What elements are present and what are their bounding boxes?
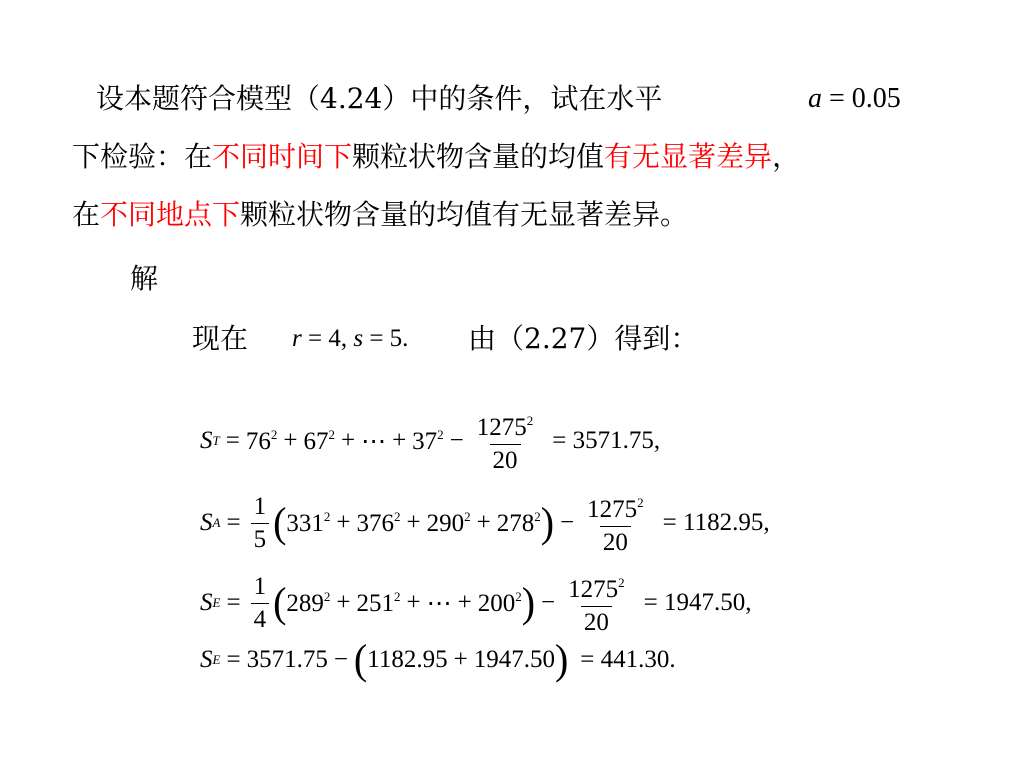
sa-coefficient: $\frac{1}{5}$	[251, 493, 270, 554]
sa-term-a: $331^2$	[286, 508, 331, 537]
alpha-value: = 0.05	[822, 83, 901, 114]
st-term-b: $67^2$	[303, 426, 335, 455]
se2-term-a: 3571.75	[246, 646, 328, 673]
se2-term-c: 1947.50	[473, 646, 555, 673]
st-term-c: $37^2$	[412, 426, 444, 455]
alpha-formula	[808, 82, 901, 116]
problem-line-2-c: ，	[772, 140, 801, 173]
se1-coefficient: $\frac{1}{4}$	[251, 573, 270, 634]
sa-result: = 1182.95,	[662, 509, 770, 536]
sa-term-b: $376^2$	[356, 508, 401, 537]
highlight-time: 不同时间下	[212, 140, 353, 173]
sa-fraction: $\frac{1275^2}{20}$	[587, 495, 644, 556]
sa-equals: =	[226, 509, 241, 536]
from-text: 由（2.27）得到：	[468, 322, 699, 355]
se2-symbol: S	[200, 646, 213, 673]
se1-equals: =	[226, 589, 241, 616]
rs-formula	[292, 322, 408, 356]
st-result: = 3571.75,	[552, 427, 661, 454]
se1-fraction: $\frac{1275^2}{20}$	[568, 575, 625, 636]
problem-line-1	[96, 82, 662, 116]
st-symbol: S	[200, 427, 213, 454]
problem-line-3-a: 在	[72, 198, 101, 231]
se1-term-b: $251^2$	[356, 588, 401, 617]
st-subscript: T	[212, 433, 220, 448]
s-value: = 5.	[363, 325, 409, 352]
problem-line-1-text: 设本题符合模型（4.24）中的条件，试在水平	[96, 82, 663, 115]
se1-term-a: $289^2$	[286, 588, 331, 617]
problem-line-2-a: 下检验：在	[72, 140, 213, 173]
r-value: = 4,	[301, 325, 354, 352]
alpha-variable: a	[808, 83, 822, 114]
se1-term-c: $200^2$	[477, 588, 522, 617]
now-text: 现在	[192, 322, 249, 355]
sa-subscript: A	[212, 515, 221, 530]
st-fraction: $\frac{1275^2}{20}$	[476, 413, 534, 474]
problem-line-3	[72, 198, 688, 232]
se2-result: = 441.30.	[580, 646, 676, 673]
highlight-difference: 有无显著差异	[604, 140, 773, 173]
se1-symbol: S	[200, 589, 213, 616]
st-dots: ⋯	[361, 428, 387, 455]
sa-symbol: S	[200, 509, 213, 536]
se1-subscript: E	[212, 595, 221, 610]
highlight-location: 不同地点下	[100, 198, 241, 231]
problem-line-3-b: 颗粒状物含量的均值有无显著差异。	[240, 198, 689, 231]
problem-line-2-b: 颗粒状物含量的均值	[352, 140, 605, 173]
problem-line-2	[72, 140, 800, 174]
sa-term-c: $290^2$	[426, 508, 471, 537]
st-equals: =	[225, 427, 240, 454]
st-term-a: $76^2$	[245, 426, 278, 455]
r-variable: r	[292, 325, 302, 352]
s-variable: s	[353, 325, 364, 352]
se1-result: = 1947.50,	[643, 589, 752, 616]
se2-subscript: E	[212, 652, 221, 667]
sa-term-d: $278^2$	[496, 508, 541, 537]
se1-dots: ⋯	[426, 590, 452, 617]
se2-term-b: 1182.95	[367, 646, 448, 673]
solution-label: 解	[130, 262, 159, 295]
